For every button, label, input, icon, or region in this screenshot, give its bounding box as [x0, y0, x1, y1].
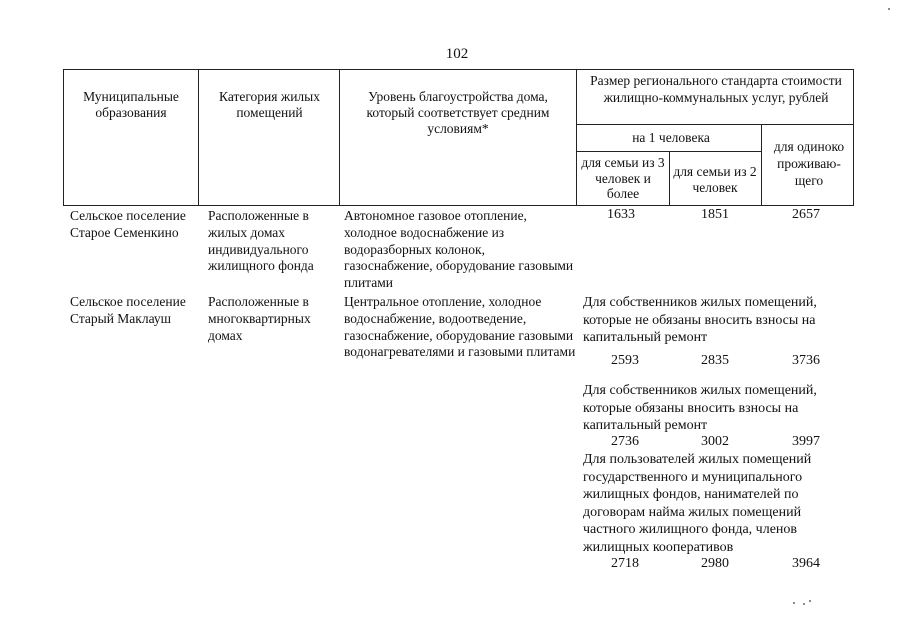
row2-g2-single: 3997: [792, 434, 820, 449]
row2-g3-family2: 2980: [701, 556, 729, 571]
row2-note-3: Для пользователей жилых помещений государственного и муниципального жилищных фондов, нанимателей по договорам найма жилых помещений частного жилищного фонда, членов жилищных кооперативов: [583, 452, 812, 555]
row2-g1-single: 3736: [792, 353, 820, 368]
page-number: 102: [445, 46, 469, 62]
row2-level: Центральное отопление, холодное водоснабжение, водоотведение, газоснабжение, оборудование газовыми водонагревателями и газовыми плитами: [344, 294, 576, 360]
header-per-person: на 1 человека: [632, 130, 710, 145]
scan-speck: [809, 600, 811, 602]
header-category: Категория жилых помещений: [219, 89, 320, 120]
row2-note-2: Для собственников жилых помещений, которые обязаны вносить взносы на капитальный ремонт: [583, 383, 817, 433]
header-family2: для семьи из 2 человек: [673, 164, 757, 195]
scan-speck: [803, 603, 805, 605]
row2-municipality: Сельское поселение Старый Маклауш: [70, 294, 186, 326]
header-single: для одиноко проживаю-щего: [773, 139, 845, 188]
row2-g1-family2: 2835: [701, 353, 729, 368]
row2-g2-family3: 2736: [611, 434, 639, 449]
row1-municipality: Сельское поселение Старое Семенкино: [70, 208, 186, 240]
header-family3: для семьи из 3 человек и более: [581, 155, 665, 201]
header-standard: Размер регионального стандарта стоимости жилищно-коммунальных услуг, рублей: [590, 73, 842, 105]
row1-level: Автономное газовое отопление, холодное водоснабжение из водоразборных колонок, газоснабжение, оборудование газовыми плитами: [344, 208, 574, 291]
row1-value-family2: 1851: [701, 207, 729, 222]
header-level: Уровень благоустройства дома, который соответствует средним условиям*: [366, 89, 550, 136]
row2-note-1: Для собственников жилых помещений, которые не обязаны вносить взносы на капитальный ремонт: [583, 295, 817, 345]
scan-speck: [793, 602, 795, 604]
row2-g3-single: 3964: [792, 556, 820, 571]
row1-value-family3: 1633: [607, 207, 635, 222]
row2-g2-family2: 3002: [701, 434, 729, 449]
row2-g3-family3: 2718: [611, 556, 639, 571]
scan-speck: [888, 8, 890, 10]
header-municipality: Муниципальные образования: [83, 89, 179, 120]
row1-category: Расположенные в жилых домах индивидуального жилищного фонда: [208, 208, 314, 274]
row2-g1-family3: 2593: [611, 353, 639, 368]
row1-value-single: 2657: [792, 207, 820, 222]
row2-category: Расположенные в многоквартирных домах: [208, 294, 311, 343]
